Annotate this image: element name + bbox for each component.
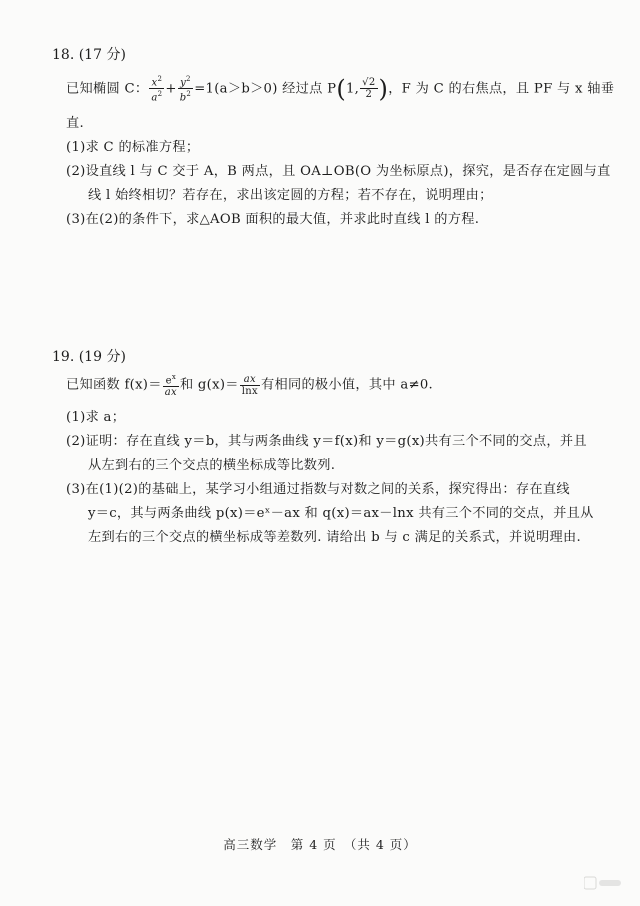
q19-stem-a: 已知函数 f(x)＝	[66, 377, 162, 393]
page-footer: 高三数学 第 4 页 （共 4 页）	[223, 837, 417, 852]
q19-part3-line1: (3)在(1)(2)的基础上，某学习小组通过指数与对数之间的关系，探究得出：存在直线	[66, 482, 570, 497]
ax-over-lnx: $\frac{ax}{\ln x}$	[241, 373, 258, 397]
q18-stem-post: ，F 为 C 的右焦点，且 PF 与 x 轴垂	[388, 81, 615, 97]
q18-part3: (3)在(2)的条件下，求△AOB 面积的最大值，并求此时直线 l 的方程.	[66, 212, 480, 227]
q18-stem-tail: 直.	[66, 116, 84, 131]
watermark-logo	[584, 876, 624, 890]
q18-part1: (1)求 C 的标准方程；	[66, 140, 200, 155]
q19-part1: (1)求 a；	[66, 410, 126, 425]
q19-stem-c: 有相同的极小值，其中 a≠0.	[260, 377, 434, 393]
q18-stem: 已知椭圆 C： $\frac{x^2}{a^2}$ + $\frac{y^2}{b^2}$ =1(a＞b＞0) 经过点 P(1, $\frac{√2}{2}$ )，F 为 C 的右焦点，且 PF 与 x 轴垂	[66, 74, 615, 104]
y2-over-b2: $\frac{y^2}{b^2}$	[179, 75, 192, 104]
point-x: 1,	[345, 81, 360, 97]
q18-part2-line2: 线 l 始终相切？若存在，求出该定圆的方程；若不存在，说明理由；	[88, 188, 493, 203]
q18-number: 18. (17 分)	[52, 47, 126, 63]
q19-part2-line1: (2)证明：存在直线 y＝b，其与两条曲线 y＝f(x)和 y＝g(x)共有三个不同的交点，并且	[66, 434, 587, 449]
ex-over-ax: $\frac{e^x}{ax}$	[164, 373, 177, 399]
q19-part3-line2: y＝c，其与两条曲线 p(x)＝eˣ－ax 和 q(x)＝ax－lnx 共有三个不同的交点，并且从	[88, 506, 594, 521]
q19-number: 19. (19 分)	[52, 349, 126, 365]
q19-part3-line3: 左到右的三个交点的横坐标成等差数列. 请给出 b 与 c 满足的关系式，并说明理由.	[88, 530, 581, 545]
sqrt2-over-2: $\frac{√2}{2}$	[362, 77, 376, 101]
q18-eq-rest: =1(a＞b＞0) 经过点 P	[194, 81, 337, 97]
q18-stem-pre: 已知椭圆 C：	[66, 81, 149, 97]
q19-stem	[66, 372, 433, 398]
q18-part2-line1: (2)设直线 l 与 C 交于 A，B 两点，且 OA⊥OB(O 为坐标原点)，探究，是否存在定圆与直	[66, 164, 611, 179]
q19-stem-b: 和 g(x)＝	[179, 377, 239, 393]
x2-over-a2: $\frac{x^2}{a^2}$	[151, 75, 163, 104]
q19-part2-line2: 从左到右的三个交点的横坐标成等比数列.	[88, 458, 336, 473]
